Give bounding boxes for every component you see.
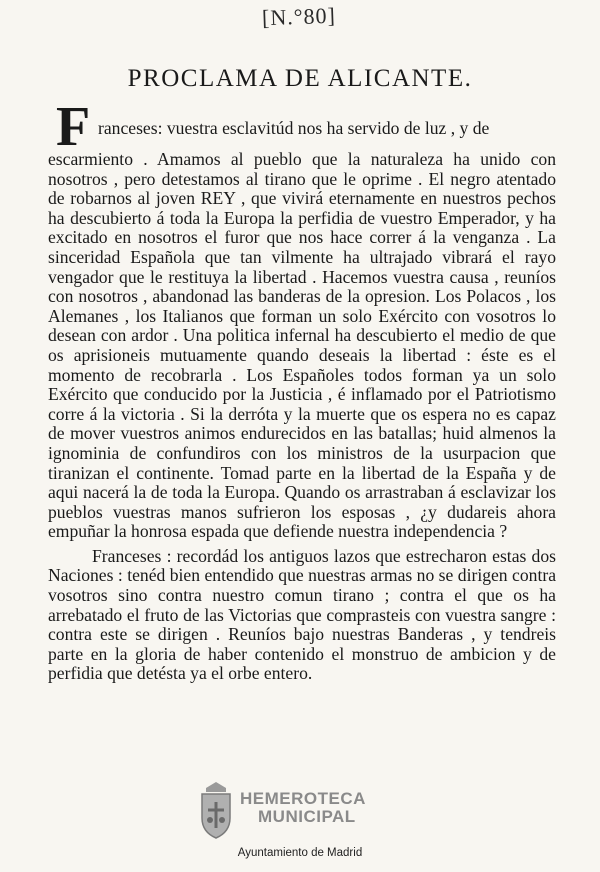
library-stamp (240, 790, 366, 826)
stamp-line-2: MUNICIPAL (258, 807, 356, 826)
paragraph-1: escarmiento . Amamos al pueblo que la naturaleza ha unido con nosotros , pero detestamos al tirano que le oprime . El negro atentado de robarnos al joven REY , que vivirá eternamente en nuestros pechos ha descubierto á toda la Europa la perfidia de vuestro Emperador, y ha excitado en nosotros el furor que nos hace correr á la venganza . La sinceridad Española que tan vilmente ha ultrajado vibrará el rayo vengador que le restituya la libertad . Hacemos vuestra causa , reuníos con nosotros , abandonad las banderas de la opresion. Los Polacos , los Alemanes , los Italianos que forman un solo Exército con vosotros lo desean con ardor . Una politica infernal ha descubierto el medio de que os aprisioneis mutuamente quando deseais la libertad : éste es el momento de recobrarla . Los Españoles todos forman ya un solo Exército que conducido por la Justicia , é inflamado por el Patriotismo corre á la victoria . Si la derróta y la muerte que os espera no es capaz de mover vuestros animos endurecidos en las batallas; huid almenos la ignominia de confundiros con los ministros de la usurpacion que tiranizan el continente. Tomad parte en la libertad de la España y de aqui nacerá la de toda la Europa. Quando os arrastraban á esclavizar los pueblos vuestras manos sufrieron los esposas , ¿y dudareis ahora empuñar la honrosa espada que defiende nuestra independencia ? (48, 149, 556, 542)
opening-line (48, 94, 556, 158)
first-line-text: ranceses: vuestra esclavitúd nos ha servido de luz , y de (98, 118, 490, 138)
page-title: PROCLAMA DE ALICANTE. (127, 64, 473, 92)
stamp-line-1: HEMEROTECA (240, 789, 366, 808)
drop-cap: F (56, 96, 91, 158)
madrid-coat-of-arms-icon (196, 780, 236, 840)
paragraph-2: Franceses : recordád los antiguos lazos que estrecharon estas dos Naciones : tenéd bien entendido que nuestras armas no se dirigen contra vosotros sino contra nuestro comun tirano ; contra el que os ha arrebatado el fruto de las Victorias que comprasteis con vuestra sangre : contra este se dirigen . Reuníos bajo nuestras Banderas , y tendreis parte en la gloria de haber contenido el monstruo de ambicion y de perfidia que detésta ya el orbe entero. (48, 545, 556, 684)
handwritten-catalog-number: [N.°80] (261, 2, 337, 31)
proclamation-body (48, 94, 556, 684)
footer-credit: Ayuntamiento de Madrid (237, 847, 363, 859)
